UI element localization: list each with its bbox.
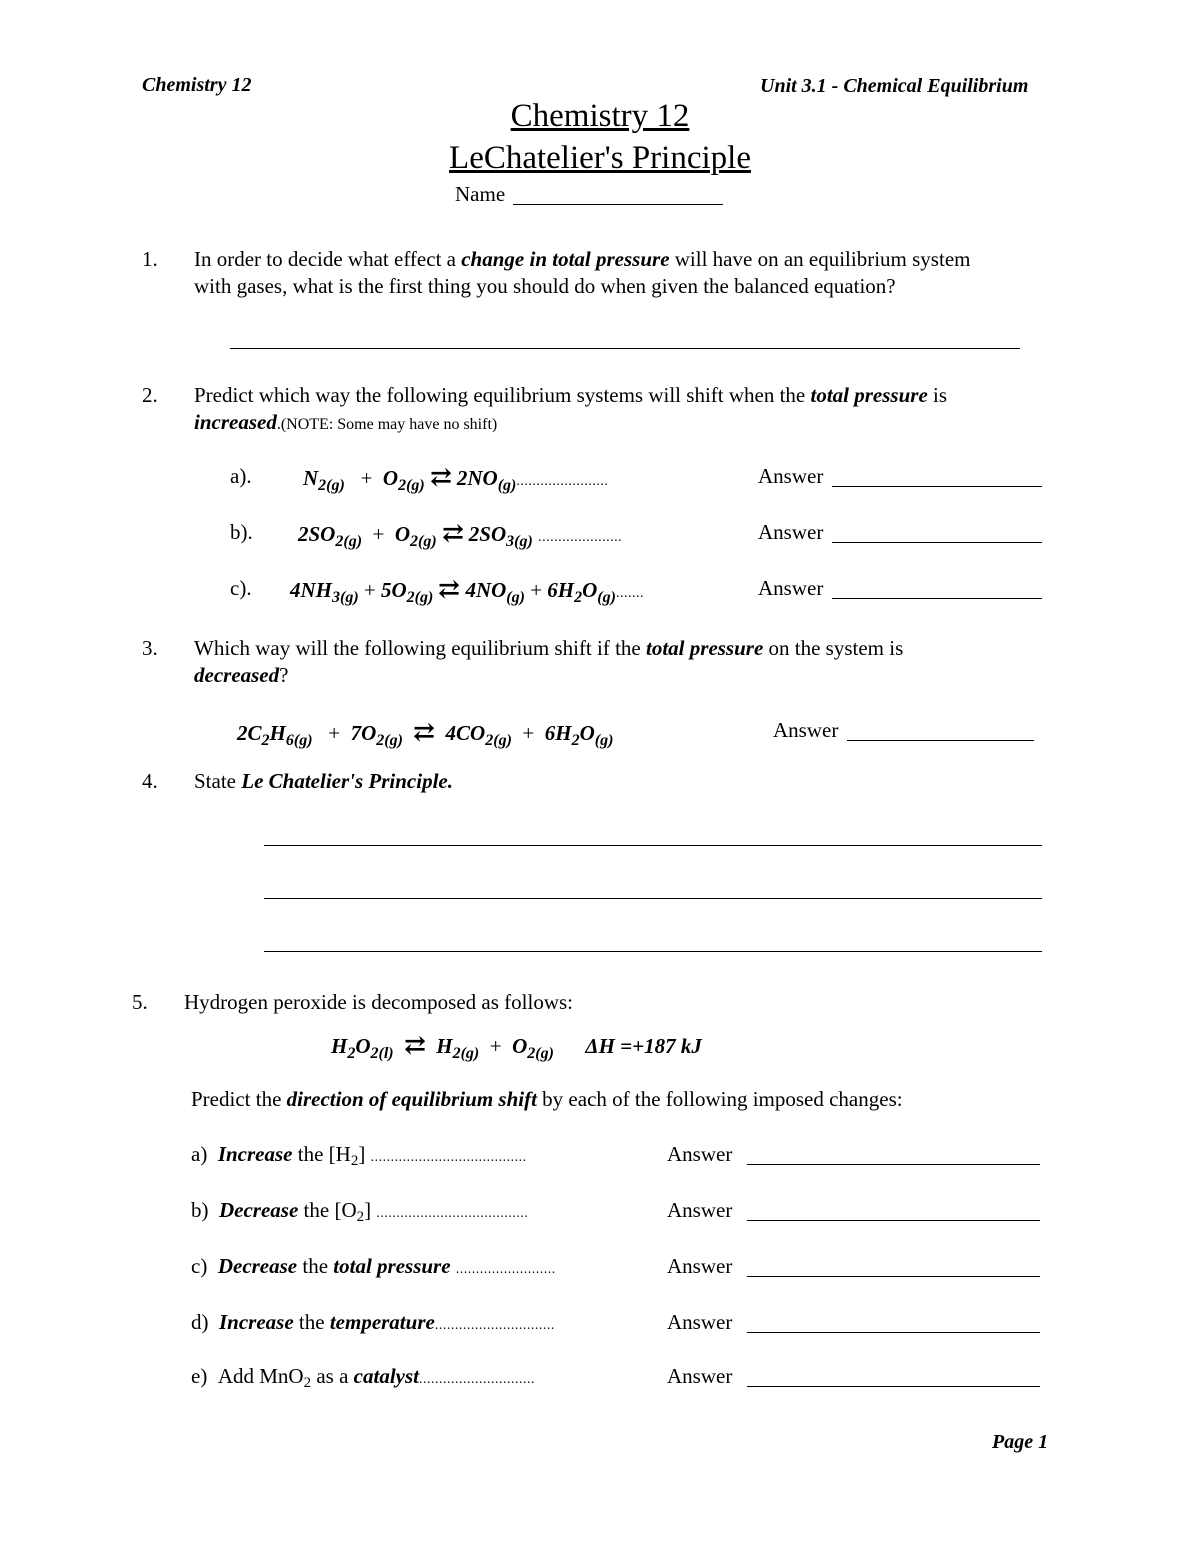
q5-delta-h: ΔH =+187 kJ [585, 1034, 702, 1058]
q2-text-line2: increased.(NOTE: Some may have no shift) [194, 410, 498, 434]
q5c-answer-label: Answer [667, 1254, 733, 1278]
q5a-answer-label: Answer [667, 1142, 733, 1166]
q5b-item: b) Decrease the $[O_2]$ ...................................... [191, 1198, 529, 1225]
page-subtitle: LeChatelier's Principle [449, 140, 751, 176]
equilibrium-arrow-icon: ⇄ [403, 1033, 426, 1059]
q5-equation: $H_2O_{2(l)}$ ⇄ $H_{2(g)} + O_{2(g)}$ ΔH =+187 kJ [331, 1030, 702, 1063]
q5e-answer-line[interactable] [747, 1386, 1040, 1387]
q2-number: 2. [142, 383, 158, 407]
q5c-item: c) Decrease the total pressure ......................... [191, 1254, 556, 1278]
q5b-answer-line[interactable] [747, 1220, 1040, 1221]
q3-text: Which way will the following equilibrium shift if the total pressure on the system is [194, 636, 904, 660]
q5d-item: d) Increase the temperature.............................. [191, 1310, 555, 1334]
q1-text: In order to decide what effect a change in total pressure will have on an equilibrium system [194, 247, 971, 271]
q5e-answer-label: Answer [667, 1364, 733, 1388]
q4-answer-line-2[interactable] [264, 898, 1042, 899]
q5d-answer-line[interactable] [747, 1332, 1040, 1333]
equilibrium-arrow-icon: ⇄ [438, 577, 461, 603]
q2b-answer-line[interactable] [832, 542, 1042, 543]
q5a-item: a) Increase the $[H_2]$ ....................................... [191, 1142, 527, 1169]
q5b-answer-label: Answer [667, 1198, 733, 1222]
q2c-equation: $4NH_{3(g)} + 5O_{2(g)}$ ⇄ $4NO_{(g)} + 6H_2O_{(g)}$....... [290, 574, 644, 607]
q2b-answer-label: Answer [758, 520, 824, 544]
q3-answer-label: Answer [773, 718, 839, 742]
page-number: Page 1 [992, 1431, 1049, 1453]
q5a-answer-line[interactable] [747, 1164, 1040, 1165]
q5d-answer-label: Answer [667, 1310, 733, 1334]
equilibrium-arrow-icon: ⇄ [429, 465, 452, 491]
q3-text-line2: decreased? [194, 663, 289, 687]
q1-number: 1. [142, 247, 158, 271]
name-label: Name [455, 182, 506, 206]
q5-intro: Hydrogen peroxide is decomposed as follows: [184, 990, 574, 1014]
q5-predict-text: Predict the direction of equilibrium shift by each of the following imposed changes: [191, 1087, 903, 1111]
equilibrium-arrow-icon: ⇄ [413, 720, 436, 746]
q2b-label: b). [230, 520, 253, 544]
header-right: Unit 3.1 - Chemical Equilibrium [760, 75, 1029, 97]
name-field[interactable] [513, 204, 723, 205]
q4-text: State Le Chatelier's Principle. [194, 769, 453, 793]
q2a-answer-line[interactable] [832, 486, 1042, 487]
q4-number: 4. [142, 769, 158, 793]
equilibrium-arrow-icon: ⇄ [441, 521, 464, 547]
header-left: Chemistry 12 [142, 74, 252, 96]
q1-text-line2: with gases, what is the first thing you should do when given the balanced equation? [194, 274, 896, 298]
q2b-equation: $2SO_{2(g)} + O_{2(g)}$ ⇄ $2SO_{3(g)}$ ..................... [298, 518, 622, 551]
q2c-label: c). [230, 576, 252, 600]
q3-answer-line[interactable] [847, 740, 1034, 741]
q4-answer-line-1[interactable] [264, 845, 1042, 846]
q1-answer-line[interactable] [230, 348, 1020, 349]
q2-text: Predict which way the following equilibrium systems will shift when the total pressure is [194, 383, 948, 407]
q2a-answer-label: Answer [758, 464, 824, 488]
q5-number: 5. [132, 990, 148, 1014]
q2a-equation: $N_{2(g)}$ + $O_{2(g)}$ ⇄ $2NO_{(g)}$....................... [303, 462, 608, 495]
q2a-label: a). [230, 464, 252, 488]
page-title: Chemistry 12 [510, 98, 690, 134]
q5c-answer-line[interactable] [747, 1276, 1040, 1277]
q5e-item: e) Add MnO$_2$ as a catalyst............................. [191, 1364, 535, 1391]
q2c-answer-line[interactable] [832, 598, 1042, 599]
q2c-answer-label: Answer [758, 576, 824, 600]
q3-equation: $2C_2H_{6(g)}$ + $7O_{2(g)}$ ⇄ $4CO_{2(g)} + 6H_2O_{(g)}$ [237, 717, 613, 750]
q3-number: 3. [142, 636, 158, 660]
q4-answer-line-3[interactable] [264, 951, 1042, 952]
